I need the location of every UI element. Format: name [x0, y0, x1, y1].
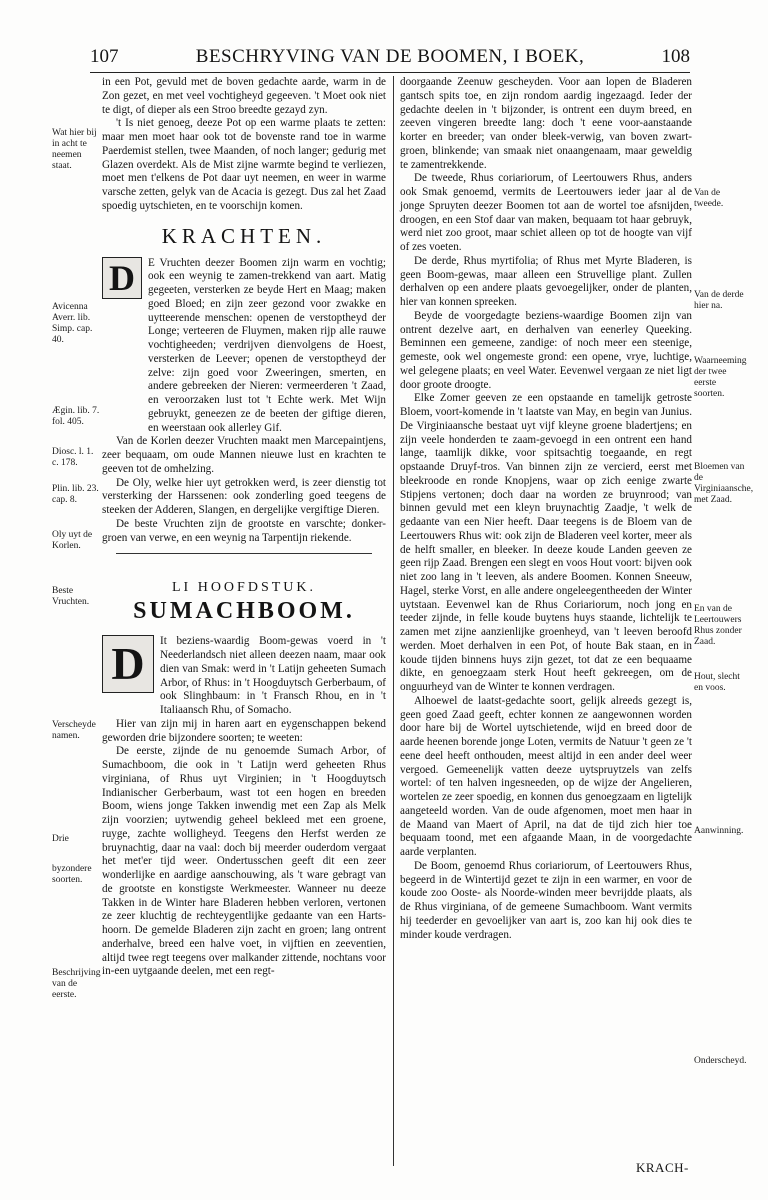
drop-cap: D	[102, 257, 142, 299]
margin-note: Plin. lib. 23. cap. 8.	[52, 484, 99, 505]
margin-note: Bloemen van de Virginiaansche, met Zaad.	[694, 462, 754, 505]
page-number-right: 108	[661, 46, 690, 67]
margin-note: Onderscheyd.	[694, 1056, 747, 1066]
paragraph: Elke Zomer geeven ze een opstaande en tamelijk getroste Bloem, voort-komende in 't laatste van May, en begin van Junius. De Virginiaansche bestaat uyt vijf kleyne groene bladertjens; en zijn veele honderden te zaam-gevoegd in een ontrent een hand lange, taamlijk dikke, voor spitsachtig toegaande, en regt opstaande Druyf-tros. Van binnen zijn ze vercierd, eerst met bleekroode en ronde Knopjens, waar op zich eenige zwarte Stipjens vertonen; doch daar na worden ze bruynrood; van binnen gevuld met een kleyn bruynachtig Zaadje, 't welk de gedaante van een Nier heeft. Daar teegens is de Bloem van de Leertouwers Rhus wit: ook zijn de Bladeren veel korter, meer als de helft smaller, en bleeker. In deeze koude Landen geeven ze geen rijp Zaad. Brengen een slegt en voos Hout voort: bijven ook niet zoo lang in 't leeven, als andere Boomen. Konnen Sneeuw, Hagel, sterke Vorst, en alle andere ongeleegentheeden der Winter uytstaan. Eevenwel kan de Rhus Coriariorum, noch jong en teeder zijnde, in felle koude buytens huys staande, lichtelijk te zamen met zijne aanzienlijke groenheyd, van 't leeven beroofd werden. Moet derhalven in een Pot, of houte Bak staan, en in koude tijden binnens huys zijn gezet, tot dat ze een bequaame dikte, en genoegzaam sterk Hout heeft gekreegen, om de onguurheyd van de Winter te konnen verdragen.	[400, 392, 692, 693]
column-divider	[393, 76, 394, 1166]
margin-note: Aanwinning.	[694, 826, 744, 836]
paragraph: Van de Korlen deezer Vruchten maakt men Marcepaintjens, zeer bequaam, om oude Mannen nieuwe lust en krachten te geeven tot de omhelzing.	[102, 435, 386, 475]
section-title-krachten: KRACHTEN.	[161, 223, 327, 248]
margin-note: Diosc. l. 1. c. 178.	[52, 447, 94, 468]
chapter-label: LI HOOFDSTUK.	[172, 580, 316, 596]
paragraph: De tweede, Rhus coriariorum, of Leertouwers Rhus, anders ook Smak genoemd, vermits de Leertouwers ieder jaar al de jonge Spruyten deezer Boomen tot aan de wortel toe afsnijden, droogen, en een Stof daar van maken, bequaam tot haar gebruyk, werd niet zoo groot, maar schiet alleen op tot de hoogte van vijf of zes voeten.	[400, 172, 692, 253]
drop-cap: D	[102, 635, 154, 693]
margin-note: Beste Vruchten.	[52, 586, 90, 607]
paragraph: De Boom, genoemd Rhus coriariorum, of Leertouwers Rhus, begeerd in de Wintertijd gezet te zijn in een warmer, en voor de koude zoo Ooste- als Noorde-winden meer bevrijdde plaats, als de Rhus virginiana, of de gemeene Sumachboom. Want vermits hij teederder en gevoelijker van aart is, zoo kan hij ook dies te minder koude verdragen.	[400, 859, 692, 941]
paragraph: E Vruchten deezer Boomen zijn warm en vochtig; ook een weynig te zamen-trekkend van aart. Matig gegeeten, versterken ze beyde Hert en Maag; maken goed Bloed; en zijn zeer gezond voor zwakke en uytteerende menschen: openen de verstoptheyd der Longe; verteeren de Fluymen, maken rijp alle rauwe vochtigheeden; verdrijven dienvolgens de Hoest, versterken de Leever; openen de verstoptheyd der zelve: zijn goed voor Zweeringen, smerten, en andere gebreeken der Nieren: vermeerderen 't Zaad, en veroorzaken lust tot 't Echte werk. Met Wijn gebruykt, geneezen ze de beeten der giftige dieren, en weerstaan ook allerley Gif.	[148, 256, 386, 434]
paragraph: De derde, Rhus myrtifolia; of Rhus met Myrte Bladeren, is geen Boom-gewas, maar alleen een Struvellige plant. Zullen derhalven op een andere plaats gevoegelijker, onder de planten, hier van konnen spreeken.	[400, 254, 692, 308]
margin-note: En van de Leertouwers Rhus zonder Zaad.	[694, 604, 742, 647]
paragraph: Beyde de voorgedagte beziens-waardige Boomen zijn van ontrent dezelve aart, en derhalven van eenerley Queeking. Beminnen een gemeene, zandige: of noch meer een steenige, gemeste, ook wel ongemeste grond: een opene, vrye, luchtige, wel gelegene plaats; en veel Water. Eevenwel vergaan ze niet ligt door groote droogte.	[400, 309, 692, 391]
paragraph: doorgaande Zeenuw gescheyden. Voor aan lopen de Bladeren gantsch spits toe, en zijn rondom aardig ingezaagd. Ieder der gedachte deelen in 't bijzonder, is ontrent een duym breed, en zeeven vingeren breedte lang: doch 't eene voor-aanstaande korter en breeder; van onder bleek-verwig, van boven zwart-groen, blinkende; van smaak niet onaangenaam, maar geweldig te zamentrekkende.	[400, 76, 692, 171]
margin-note: Ægin. lib. 7. fol. 405.	[52, 406, 100, 427]
margin-note: Oly uyt de Korlen.	[52, 530, 93, 551]
header-rule	[90, 72, 690, 73]
chapter-title: SUMACHBOOM.	[133, 598, 355, 625]
margin-note: Avicenna Averr. lib. Simp. cap. 40.	[52, 302, 93, 345]
margin-note: Drie	[52, 834, 69, 844]
paragraph: 't Is niet genoeg, deeze Pot op een warme plaats te zetten: maar men moet haar ook tot de bovenste rand toe in warme Paerdemist stellen, twee Maanden, of noch langer; gedurig met Glazen overdekt. Als de Mist zijne warmte begind te verliezen, moet men t'elkens de Pot daar uyt neemen, en weer in warme varsche zetten, gelyk van de Acacia is gezegt. Dus zal het Zaad spoedig uytschieten, en te voorschijn komen.	[102, 117, 386, 212]
right-column	[400, 76, 692, 942]
margin-note: Verscheyde namen.	[52, 720, 96, 741]
paragraph: De beste Vruchten zijn de grootste en varschte; donker-groen van verwe, en een weynig na Tarpentijn riekende.	[102, 517, 386, 544]
running-header	[90, 46, 690, 72]
margin-note: byzondere soorten.	[52, 864, 92, 885]
paragraph: De eerste, zijnde de nu genoemde Sumach Arbor, of Sumachboom, die ook in 't Latijn werd geheeten Rhus virginiana, of Rhus uyt Virginien; in 't Hoogduytsch Indianischer Gerberbaum, wast tot een hogen en breeden Boom, wiens jonge Takken inwendig met een Zap als Melk zijn voorzien; uytwendig geheel bekleed met een groene, ruyge, zachte wolligheyd. Teegens den Herfst werden ze bruynachtig, daar na vaal: doch bij meerder ouderdom vergaat het met'er tijd weer. Ondertusschen geeft dit een zeer wonderlijke en aardige aanschouwing, als 't ware gebragt van de grootste en konstigste Werkmeester. Wanneer nu deeze Takken in de Winter hare Bladeren hebben verloren, vertonen ze zeer kluchtig de rechteygentlijke gedaante van een Harts-hoorn. De gemelde Bladeren zijn zacht en groen; lang ontrent anderhalve, breed een halve voet, in vijftien en zeeventien, altijd twee regt teegens over malkander zittende, nochtans voor in-een uytgaande deelen, met een regt-	[102, 745, 386, 978]
margin-note: Beschrijving van de eerste.	[52, 968, 101, 1000]
chapter-rule	[116, 553, 372, 554]
page-number-left: 107	[90, 46, 119, 67]
margin-note: Van de derde hier na.	[694, 290, 744, 311]
margin-note: Hout, slecht en voos.	[694, 672, 740, 693]
paragraph: in een Pot, gevuld met de boven gedachte aarde, warm in de Zon gezet, en met veel vochtigheyd gegeeven. 't Moet ook niet te digt, of dieper als een Stroo breedte gezayd zyn.	[102, 76, 386, 116]
paragraph: It beziens-waardig Boom-gewas voerd in 't Neederlandsch niet alleen deezen naam, maar ook dien van Smak: werd in 't Latijn geheeten Sumach Arbor, of Rhus: in 't Hoogduytsch Gerberbaum, of ook Slinghbaum: in 't Fransch Rhou, en in 't Italiaansch Rhu, of Somacho.	[160, 635, 386, 716]
margin-note: Waarneeming der twee eerste soorten.	[694, 356, 747, 399]
paragraph: Hier van zijn mij in haren aart en eygenschappen bekend geworden drie bijzondere soorten; te weeten:	[102, 717, 386, 744]
sumach-opening	[102, 635, 386, 718]
catchword: KRACH-	[636, 1160, 689, 1175]
running-title: BESCHRYVING VAN DE BOOMEN, I BOEK,	[195, 46, 585, 67]
left-column	[102, 76, 386, 979]
margin-note: Van de tweede.	[694, 188, 724, 209]
paragraph: Alhoewel de laatst-gedachte soort, gelijk alreeds gezegt is, geen goed Zaad geeft, echter konnen ze aangewonnen worden door hare bij de Wortel uytschietende, wijd en breed door de aarde heenen borende jonge Loten, vermits de Natuur 't geen ze 't eene deel heeft onthouden, meest altijd in een ander deel weer vergoed. Gemeenelijk vatten deeze uytspruytzels van zelfs wortel: of ten halven ingesneeden, op de wijze der Angelieren, wortelen ze zeer spoedig, en konnen dus genoegzaam en ligtelijk aangeteeld worden. Van de oude afgenomen, moet men haar in de Maand van Maert of April, na dat de tijd zich hier toe bequaam toond, met een afgaande Maan, in de voorgedachte aarde verplanten.	[400, 694, 692, 858]
paragraph: De Oly, welke hier uyt getrokken werd, is zeer dienstig tot versterking der Harssenen: ook zonderling goed teegens de steeken der Adderen, Slangen, en dergelijke vergiftige Dieren.	[102, 476, 386, 516]
margin-note: Wat hier bij in acht te neemen staat.	[52, 128, 97, 171]
krachten-opening	[102, 257, 386, 436]
